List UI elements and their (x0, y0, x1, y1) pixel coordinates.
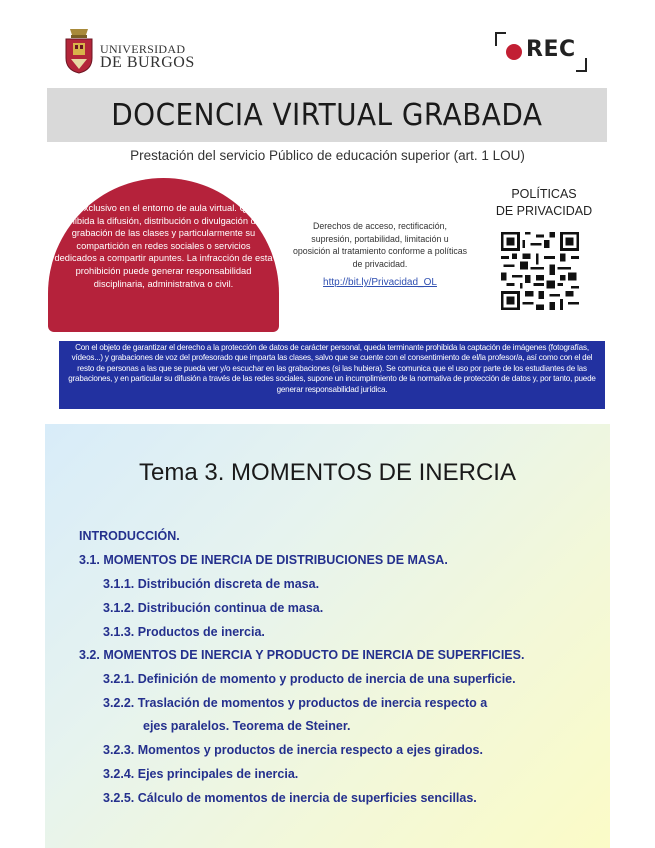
data-protection-notice: Con el objeto de garantizar el derecho a la protección de datos de carácter personal, queda terminante prohibida la captación de imágenes (fotografías, vídeos...) y grabaciones de voz del profesorado que imparta las clases, salvo que se cuente con el consentimiento de el/la profesor/a, así como con el del resto de personas a las que se pueda ver y/o escuchar en las grabaciones (si las hubiera). Se comunica que el uso por parte de los estudiantes de las grabaciones, y en particular su difusión a través de las redes sociales, supone un incumplimiento de la normativa de protección de datos y, por tanto, puede generar responsabilidad jurídica. (59, 341, 605, 409)
rights-block (292, 220, 468, 290)
toc-item-3-2-4: 3.2.4. Ejes principales de inercia. (103, 767, 299, 781)
logo-line-1: UNIVERSIDAD (100, 42, 186, 56)
toc-item-3-2-3: 3.2.3. Momentos y productos de inercia respecto a ejes girados. (103, 743, 483, 757)
toc-item-3-1-3: 3.1.3. Productos de inercia. (103, 625, 265, 639)
privacy-heading (488, 186, 600, 220)
rec-indicator (495, 32, 587, 72)
usage-warning-text: Uso exclusivo en el entorno de aula virtual. Queda prohibida la difusión, distribución o divulgación de la grabación de las clases y particularmente su compartición en redes sociales o servicios dedicados a compartir apuntes. La infracción de esta prohibición puede generar responsabilidad disciplinaria, administrativa o civil. (54, 203, 273, 289)
university-crest-icon (62, 26, 96, 74)
frame-corner-icon (576, 58, 587, 72)
rec-label: REC (526, 37, 576, 62)
topic-title: Tema 3. MOMENTOS DE INERCIA (139, 459, 516, 486)
toc-item-3-2-5: 3.2.5. Cálculo de momentos de inercia de superficies sencillas. (103, 791, 477, 805)
privacy-heading-line-1: POLÍTICAS (511, 187, 577, 201)
toc-item-3-1-1: 3.1.1. Distribución discreta de masa. (103, 577, 320, 591)
privacy-link[interactable]: http://bit.ly/Privacidad_OL (323, 277, 437, 288)
record-dot-icon (506, 44, 522, 60)
frame-corner-icon (495, 32, 506, 46)
qr-code-icon[interactable] (501, 232, 579, 310)
toc-item-3-2-2-continued: ejes paralelos. Teorema de Steiner. (143, 719, 351, 733)
logo-line-2: DE BURGOS (100, 54, 195, 71)
privacy-heading-line-2: DE PRIVACIDAD (495, 204, 593, 218)
title-banner (47, 88, 607, 142)
toc-item-3-1: 3.1. MOMENTOS DE INERCIA DE DISTRIBUCIONES DE MASA. (79, 553, 448, 567)
toc-item-3-2-2: 3.2.2. Traslación de momentos y productos de inercia respecto a (103, 696, 488, 710)
university-logo (62, 26, 222, 76)
topic-panel (45, 424, 610, 848)
toc-item-3-2-1: 3.2.1. Definición de momento y producto de inercia de una superficie. (103, 672, 516, 686)
toc-item-introduccion: INTRODUCCIÓN. (79, 529, 180, 543)
toc-item-3-1-2: 3.1.2. Distribución continua de masa. (103, 601, 324, 615)
toc-item-3-2: 3.2. MOMENTOS DE INERCIA Y PRODUCTO DE INERCIA DE SUPERFICIES. (79, 648, 525, 662)
banner-subtitle: Prestación del servicio Público de educación superior (art. 1 LOU) (130, 148, 525, 163)
usage-warning-badge (48, 178, 279, 332)
banner-title: DOCENCIA VIRTUAL GRABADA (111, 97, 543, 133)
rights-text: Derechos de acceso, rectificación, supresión, portabilidad, limitación u oposición al tratamiento conforme a políticas de privacidad. (292, 221, 468, 269)
